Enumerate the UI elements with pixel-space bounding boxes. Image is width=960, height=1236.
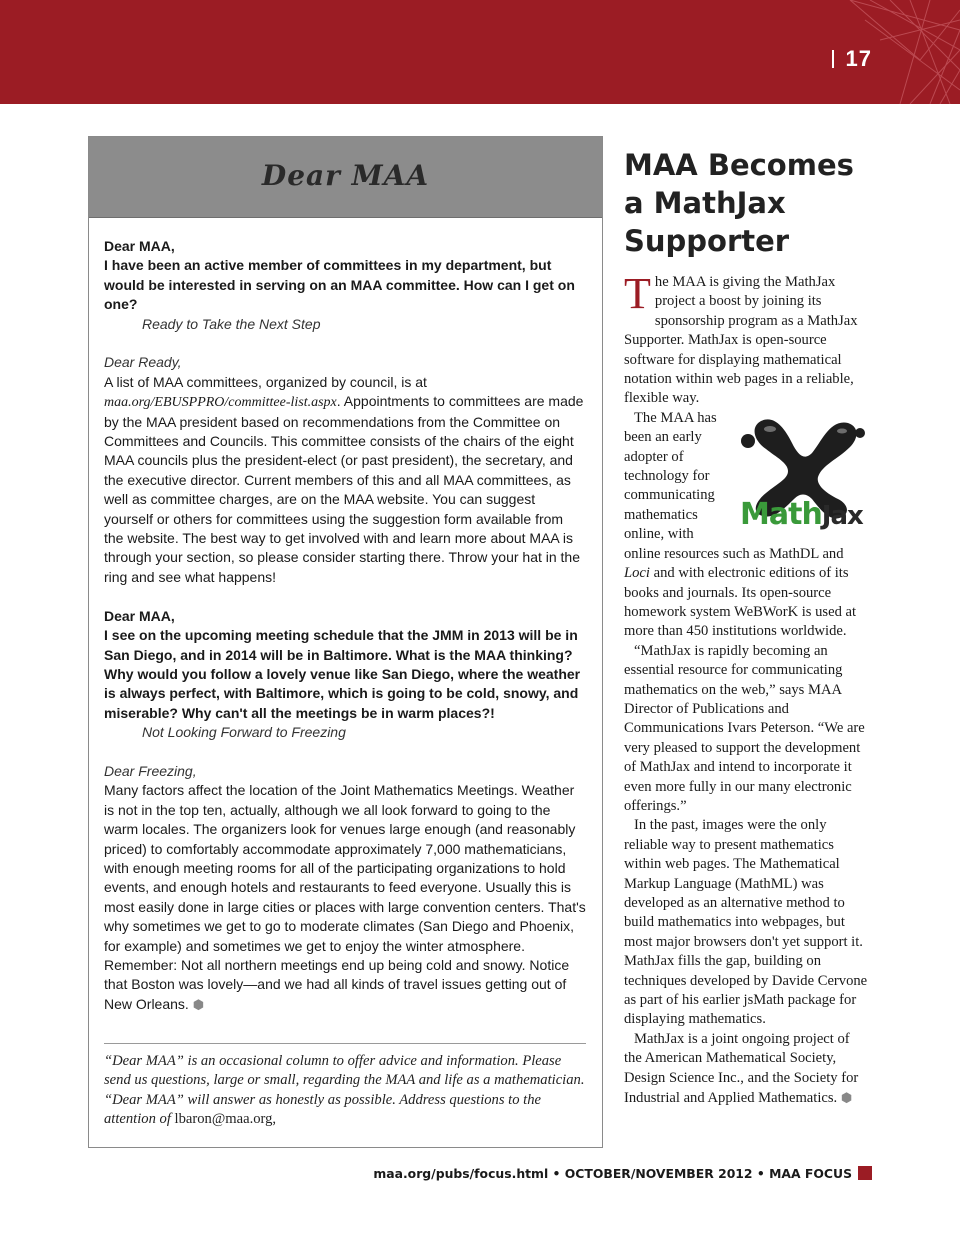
dear-maa-header bbox=[89, 137, 602, 218]
article-paragraph: “MathJax is rapidly becoming an essential resource for communicating mathematics on the web,” says MAA Director of Publications and Communications Ivars Peterson. “We are very pleased to support the development of MathJax and intend to incorporate it even more fully in our many electronic offerings.” bbox=[624, 642, 865, 814]
article-body bbox=[624, 269, 870, 1108]
dear-maa-body bbox=[104, 237, 586, 1014]
reply1-text: A list of MAA committees, organized by council, is at maa.org/EBUSPPRO/committee-list.aspx. Appointments to committees are made by the MAA president based on recommendations from the Committee on Committees and Councils. This committee consists of the chairs of the eight MAA councils plus the president-elect (or past president), the secretary, and the executive director. Current members of this and all MAA committees, as well as committee charges, are on the MAA website. You can suggest yourself or others for committees using the suggestion form available from the website. The best way to get involved with and learn more about MAA is through your section, so please consider starting there. Throw your hat in the ring and see what happens! bbox=[104, 373, 584, 585]
dear-maa-title: Dear MAA bbox=[261, 159, 430, 192]
reply1-salutation: Dear Ready, bbox=[104, 354, 182, 371]
footer-square-icon bbox=[858, 1166, 872, 1180]
letter1-salutation: Dear MAA, bbox=[104, 238, 175, 254]
header-banner bbox=[0, 0, 960, 104]
drop-cap: T bbox=[624, 269, 651, 318]
reply2-text: Many factors affect the location of the Joint Mathematics Meetings. Weather is not in the top ten, actually, although we all look forward to going to the warm locales. The organizers look for venues large enough (and reasonably priced) to comfortably accommodate approximately 7,000 mathematicians, with enough meeting rooms for all of the participating organizations to hold events, and enough hotels and restaurants to feed everyone. Usually this is most easily done in large cities or places with large convention centers. That's why sometimes we get to go to moderate climates (San Diego and Phoenix, for example) and sometimes we get to enjoy the winter atmosphere. Remember: Not all northern meetings end up being cold and snowy. Notice that Boston was lovely—and we had all kinds of travel issues getting out of New Orleans. ⬢ bbox=[104, 782, 586, 1012]
page-number: 17 bbox=[832, 46, 872, 72]
mathjax-logo bbox=[726, 413, 876, 541]
mathjax-logo-text: MathJax bbox=[740, 496, 863, 532]
article-paragraph: MathJax The MAA has been an early adopter of technology for communicating mathematics online, with online resources such as MathDL and Loci and with electronic editions of its books and journals. Its open-source homework system WeBWorK is used at more than 450 institutions worldwide. bbox=[624, 409, 870, 642]
letter2-signature: Not Looking Forward to Freezing bbox=[142, 724, 346, 741]
contact-email-link[interactable]: lbaron@maa.org, bbox=[174, 1111, 277, 1128]
end-mark-icon: ⬢ bbox=[840, 1090, 853, 1106]
letter1-signature: Ready to Take the Next Step bbox=[142, 315, 321, 332]
article-paragraph: In the past, images were the only reliable way to present mathematics within web pages. The Mathematical Markup Language (MathML) was developed as an alternative method to build mathematics into webpages, but most major browsers don't yet support it. MathJax fills the gap, building on techniques developed by Davide Cervone as part of his earlier jsMath package for displaying mathematics. bbox=[624, 817, 868, 1028]
letter2-question: I see on the upcoming meeting schedule that the JMM in 2013 will be in San Diego, and in 2014 will be in Baltimore. What is the MAA thinking? Why would you follow a lovely venue like San Diego, where the weather is always perfect, with Baltimore, which is going to be cold, snowy, and miserable? Why can't all the meetings be in warm places?! bbox=[104, 627, 581, 721]
committee-list-link[interactable]: maa.org/EBUSPPRO/committee-list.aspx bbox=[104, 395, 337, 411]
letter1-question: I have been an active member of committees in my department, but would be interested in serving on an MAA committee. How can I get on one? bbox=[104, 257, 575, 313]
mathjax-article bbox=[624, 146, 870, 1108]
page-footer: maa.org/pubs/focus.html • OCTOBER/NOVEMBER 2012 • MAA FOCUS bbox=[373, 1166, 872, 1181]
article-paragraph: MathJax is a joint ongoing project of the American Mathematical Society, Design Science Inc., and the Society for Industrial and Applied Mathematics. ⬢ bbox=[624, 1030, 859, 1107]
article-title: MAA Becomes a MathJax Supporter bbox=[624, 148, 854, 258]
article-paragraph: The MAA is giving the MathJax project a boost by joining its sponsorship program as a MathJax Supporter. MathJax is open-source software for displaying mathematical notation within web pages in a reliable, flexible way. bbox=[624, 269, 858, 407]
end-mark-icon: ⬢ bbox=[192, 996, 205, 1012]
dear-maa-footnote: “Dear MAA” is an occasional column to offer advice and information. Please send us questions, large or small, regarding the MAA and life as a mathematician. “Dear MAA” will answer as honestly as possible. Address questions to the attention of lbaron@maa.org, bbox=[104, 1043, 586, 1130]
letter2-salutation: Dear MAA, bbox=[104, 607, 175, 624]
dear-maa-column bbox=[88, 136, 603, 1148]
reply2-salutation: Dear Freezing, bbox=[104, 762, 197, 779]
